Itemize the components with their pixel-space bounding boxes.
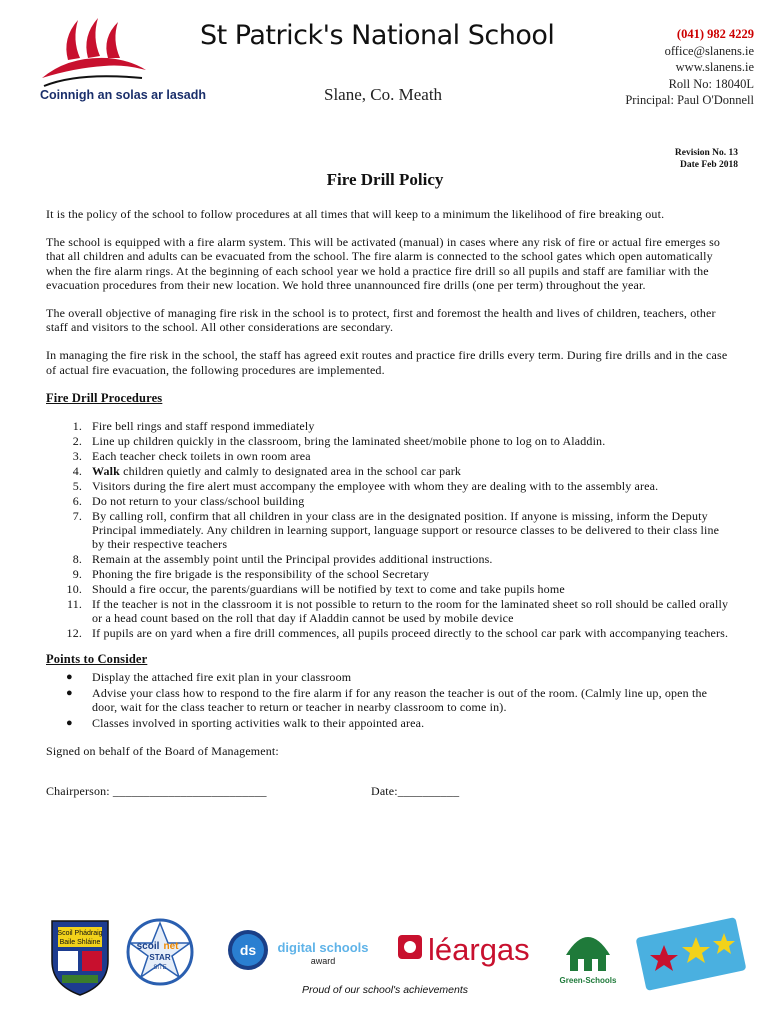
item-text: Remain at the assembly point until the Principal provides additional instructions. <box>92 552 493 567</box>
list-item <box>46 686 732 715</box>
list-item <box>46 670 732 684</box>
revision-date: Date Feb 2018 <box>679 160 738 170</box>
procedures-list <box>46 419 732 641</box>
ds-text-2: award <box>310 956 336 966</box>
scoilnet-text-4: SITE <box>153 965 167 971</box>
item-number: 11. <box>66 596 82 611</box>
item-number: 7. <box>72 508 82 523</box>
scoilnet-text-2: net <box>163 941 179 952</box>
policy-body <box>46 207 732 804</box>
footer-caption: Proud of our school's achievements <box>301 984 468 996</box>
list-item <box>46 494 732 508</box>
scoilnet-text-1: scoil <box>136 941 160 952</box>
leargas-logo <box>398 932 530 967</box>
list-item <box>46 464 732 478</box>
principal-name: Principal: Paul O'Donnell <box>625 93 754 107</box>
item-text: children quietly and calmly to designated area in the school car park <box>119 463 461 478</box>
revision-number: Revision No. 13 <box>674 148 738 158</box>
list-item <box>46 449 732 463</box>
scoilnet-star-logo <box>128 920 192 984</box>
item-text: Classes involved in sporting activities walk to their appointed area. <box>92 716 425 731</box>
ds-mark-text: ds <box>239 942 257 958</box>
list-item <box>46 419 732 433</box>
procedures-heading: Fire Drill Procedures <box>46 390 163 405</box>
ds-text-1: digital schools <box>277 940 369 955</box>
item-number: 5. <box>72 478 82 493</box>
list-item <box>46 567 732 581</box>
points-list <box>46 670 732 731</box>
item-text: Display the attached fire exit plan in your classroom <box>92 670 352 685</box>
list-item <box>46 626 732 640</box>
date-line: Date:__________ <box>371 784 460 799</box>
list-item <box>46 552 732 566</box>
achievement-ticket-logo <box>636 917 747 991</box>
signature-row <box>46 784 732 804</box>
green-schools-text: Green-Schools <box>559 976 617 985</box>
page-title: Fire Drill Policy <box>326 170 444 189</box>
item-number: 6. <box>72 493 82 508</box>
item-text: Should a fire occur, the parents/guardians will be notified by text to come and take pupils home <box>92 582 565 597</box>
bullet-icon: ● <box>66 717 73 730</box>
roll-number: Roll No: 18040L <box>668 76 754 91</box>
paragraph: In managing the fire risk in the school, the staff has agreed exit routes and practice fire drills every term. During fire drills and in the case of actual fire evacuation, the following procedures are implemented. <box>46 348 728 377</box>
item-number: 8. <box>72 552 82 567</box>
item-number: 2. <box>72 433 82 448</box>
list-item <box>46 597 732 626</box>
item-number: 10. <box>66 582 82 597</box>
email-address: office@slanens.ie <box>664 43 754 58</box>
scoilnet-text-3: STAR <box>149 953 171 962</box>
item-text: Advise your class how to respond to the fire alarm if for any reason the teacher is out of the room. (Calmly line up, open the door, wait for the class teacher to return or teacher in nearby classroom to come in). <box>92 685 708 715</box>
school-logo-flame <box>38 16 148 88</box>
item-text: If the teacher is not in the classroom it is not possible to return to the room for the laminated sheet so roll should be called orally or a head count based on the roll that day if Aladdin cannot be used by mobile device <box>92 596 729 626</box>
item-bold-text: Walk <box>92 463 120 478</box>
green-schools-logo <box>560 937 617 985</box>
contact-block <box>625 26 754 109</box>
paragraph: The school is equipped with a fire alarm system. This will be activated (manual) in cases where any risk of fire or actual fire emerges so that all children and adults can be evacuated from the school. The fire alarm is connected to the school gates which open automatically when the fire alarm rings. At the beginning of each school year we hold a practice fire drill so all pupils and staff are familiar with the evacuation procedures from their new location. We hold three unannounced fire drills (one per term) throughout the year. <box>46 234 721 293</box>
school-motto: Coinnigh an solas ar lasadh <box>40 88 207 102</box>
item-text: If pupils are on yard when a fire drill commences, all pupils proceed directly to the school car park with accompanying teachers. <box>92 626 729 641</box>
item-number: 12. <box>66 626 82 641</box>
list-item <box>46 716 732 730</box>
chairperson-line: Chairperson: _________________________ <box>46 784 267 799</box>
revision-block <box>675 147 738 171</box>
list-item <box>46 582 732 596</box>
leargas-text: léargas <box>428 932 530 967</box>
list-item <box>46 479 732 493</box>
list-item <box>46 509 732 552</box>
school-location: Slane, Co. Meath <box>324 85 443 104</box>
paragraph: It is the policy of the school to follow procedures at all times that will keep to a minimum the likelihood of fire breaking out. <box>46 207 665 221</box>
item-text: Visitors during the fire alert must accompany the employee with whom they are dealing with to the assembly area. <box>92 478 659 493</box>
school-name: St Patrick's National School <box>200 20 555 51</box>
item-text: Phoning the fire brigade is the responsibility of the school Secretary <box>92 567 430 582</box>
list-item <box>46 434 732 448</box>
item-text: Do not return to your class/school building <box>92 493 305 508</box>
item-number: 9. <box>72 567 82 582</box>
item-text: By calling roll, confirm that all children in your class are in the designated position. If anyone is missing, inform the Deputy Principal immediately. Any children in learning support, language support or resource classes to be delivered to their class line by their respective teachers <box>92 508 720 552</box>
points-heading: Points to Consider <box>46 651 148 666</box>
item-text: Each teacher check toilets in own room area <box>92 448 311 463</box>
item-number: 1. <box>72 419 82 434</box>
crest-text-1: Scoil Phádraig <box>57 930 103 937</box>
bullet-icon: ● <box>66 671 73 684</box>
crest-text-2: Baile Shláine <box>59 939 101 946</box>
item-number: 3. <box>72 448 82 463</box>
bullet-icon: ● <box>66 686 73 699</box>
item-number: 4. <box>72 463 82 478</box>
paragraph: The overall objective of managing fire risk in the school is to protect, first and foremost the health and lives of children, teachers, other staff and visitors to the school. All other considerations are secondary. <box>46 306 716 335</box>
item-text: Line up children quickly in the classroom, bring the laminated sheet/mobile phone to log on to Aladdin. <box>92 433 606 448</box>
digital-schools-award-logo <box>228 930 369 970</box>
website-address: www.slanens.ie <box>675 60 754 74</box>
phone-number: (041) 982 4229 <box>676 27 754 41</box>
item-text: Fire bell rings and staff respond immediately <box>92 419 315 434</box>
signed-statement: Signed on behalf of the Board of Management: <box>46 743 279 758</box>
